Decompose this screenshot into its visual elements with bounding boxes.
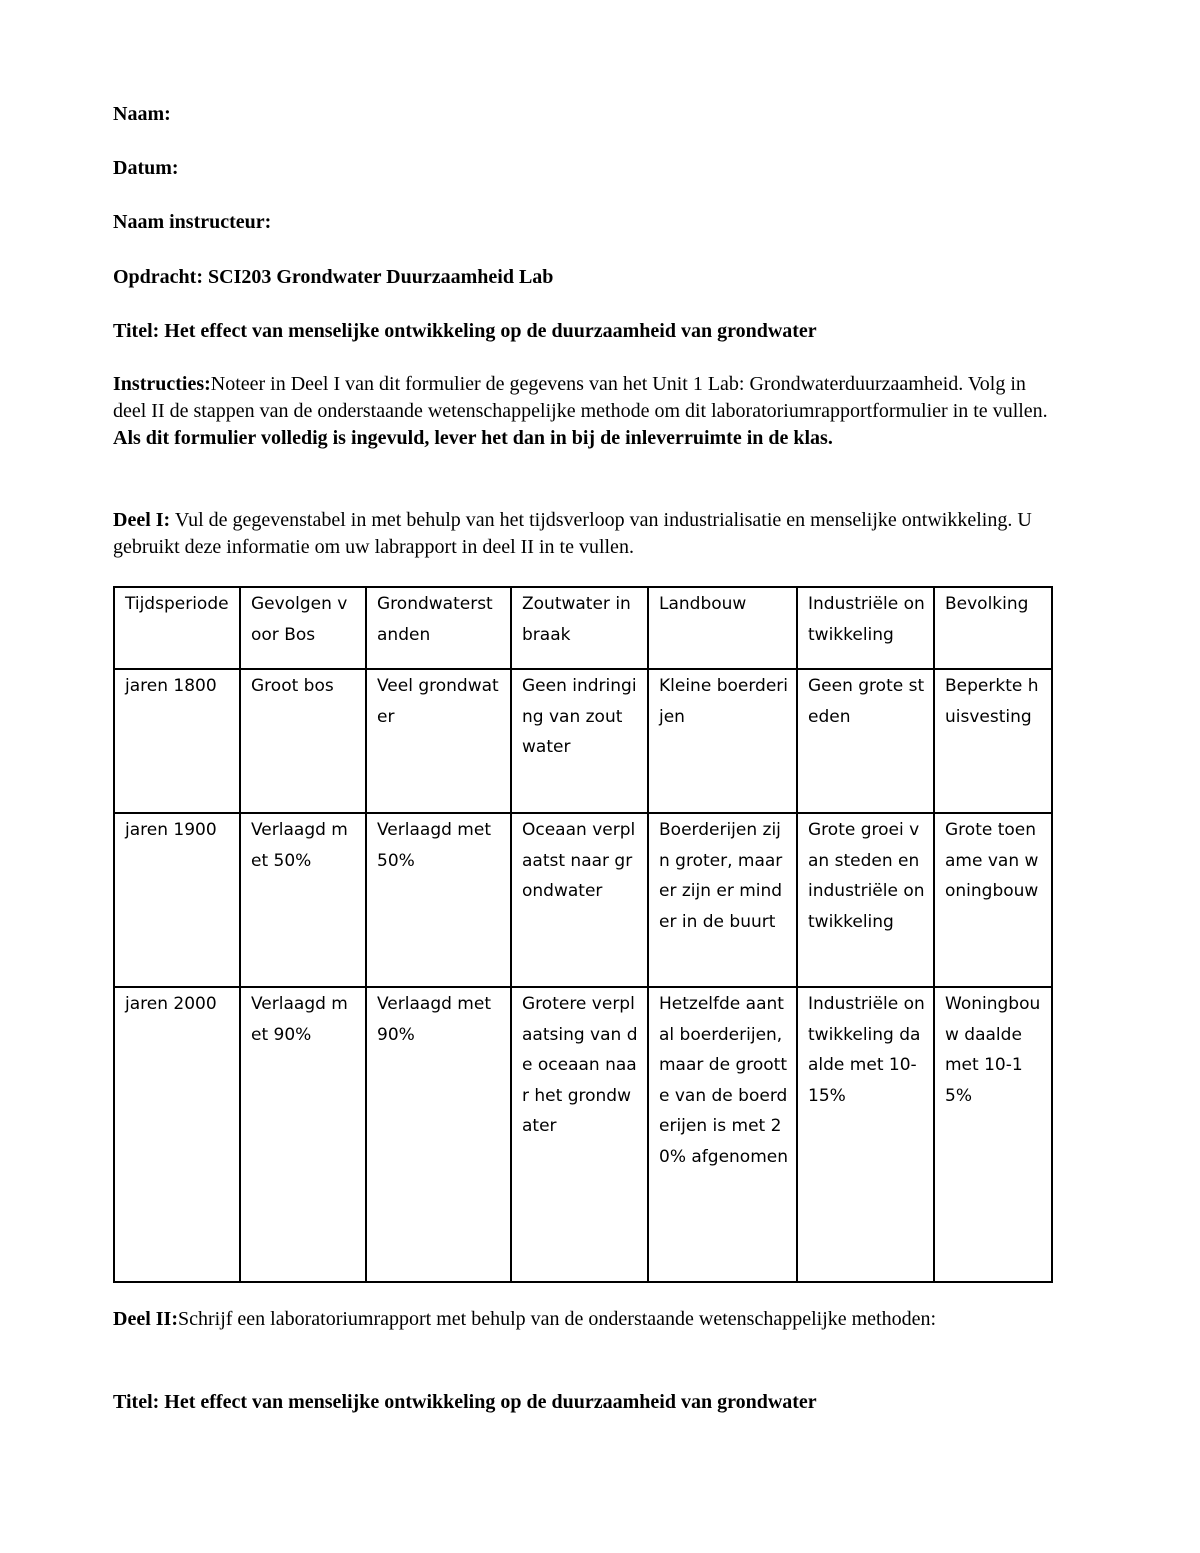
table-header-cell: Zoutwater inbraak	[511, 587, 648, 669]
table-header-cell: Tijdsperiode	[114, 587, 240, 669]
data-table	[113, 586, 1053, 1283]
table-header-cell: Grondwaterstanden	[366, 587, 511, 669]
table-cell: Geen grote steden	[797, 669, 934, 813]
part2-title: Titel: Het effect van menselijke ontwikkeling op de duurzaamheid van grondwater	[113, 1391, 817, 1413]
table-cell: Oceaan verplaatst naar grondwater	[511, 813, 648, 987]
part1-text: Vul de gegevenstabel in met behulp van het tijdsverloop van industrialisatie en menselijke ontwikkeling. U gebruikt deze informatie om uw labrapport in deel II in te vullen.	[113, 509, 1032, 558]
table-cell: Veel grondwater	[366, 669, 511, 813]
instructions-bold-text: Als dit formulier volledig is ingevuld, lever het dan in bij de inleverruimte in de klas.	[113, 427, 833, 449]
date-label: Datum:	[113, 157, 179, 179]
part2-paragraph	[113, 1306, 1053, 1333]
table-cell: Groot bos	[240, 669, 366, 813]
table-cell: Kleine boerderijen	[648, 669, 797, 813]
instructions-text: Noteer in Deel I van dit formulier de gegevens van het Unit 1 Lab: Grondwaterduurzaamheid. Volg in deel II de stappen van de onderstaande wetenschappelijke methode om dit laboratoriumrapportformulier in te vullen.	[113, 373, 1048, 422]
part2-label: Deel II:	[113, 1308, 178, 1330]
part1-label: Deel I:	[113, 509, 171, 531]
table-cell: Verlaagd met 50%	[240, 813, 366, 987]
table-cell: Verlaagd met 50%	[366, 813, 511, 987]
instructor-label: Naam instructeur:	[113, 211, 272, 233]
table-cell: Grotere verplaatsing van de oceaan naar het grondwater	[511, 987, 648, 1282]
table-cell: Verlaagd met 90%	[240, 987, 366, 1282]
instructions-paragraph	[113, 371, 1053, 452]
table-header-cell: Gevolgen voor Bos	[240, 587, 366, 669]
table-cell: Hetzelfde aantal boerderijen, maar de grootte van de boerderijen is met 20% afgenomen	[648, 987, 797, 1282]
table-cell: Geen indringing van zout water	[511, 669, 648, 813]
table-cell: Industriële ontwikkeling daalde met 10-15%	[797, 987, 934, 1282]
table-cell: Grote groei van steden en industriële ontwikkeling	[797, 813, 934, 987]
table-header-cell: Landbouw	[648, 587, 797, 669]
table-cell: Verlaagd met 90%	[366, 987, 511, 1282]
table-cell: jaren 1900	[114, 813, 240, 987]
table-row	[114, 987, 1052, 1282]
instructions-label: Instructies:	[113, 373, 211, 395]
assignment-line: Opdracht: SCI203 Grondwater Duurzaamheid Lab	[113, 266, 554, 288]
table-cell: Grote toename van woningbouw	[934, 813, 1052, 987]
part2-text: Schrijf een laboratoriumrapport met behulp van de onderstaande wetenschappelijke methoden:	[177, 1308, 937, 1330]
table-cell: Woningbouw daalde met 10-15%	[934, 987, 1052, 1282]
part1-paragraph	[113, 507, 1053, 561]
table-cell: jaren 2000	[114, 987, 240, 1282]
table-cell: Boerderijen zijn groter, maar er zijn er minder in de buurt	[648, 813, 797, 987]
name-label: Naam:	[113, 103, 171, 125]
table-cell: jaren 1800	[114, 669, 240, 813]
document-title: Titel: Het effect van menselijke ontwikkeling op de duurzaamheid van grondwater	[113, 320, 817, 342]
table-cell: Beperkte huisvesting	[934, 669, 1052, 813]
table-row	[114, 669, 1052, 813]
table-row	[114, 813, 1052, 987]
table-header-row	[114, 587, 1052, 669]
table-header-cell: Bevolking	[934, 587, 1052, 669]
table-header-cell: Industriële ontwikkeling	[797, 587, 934, 669]
